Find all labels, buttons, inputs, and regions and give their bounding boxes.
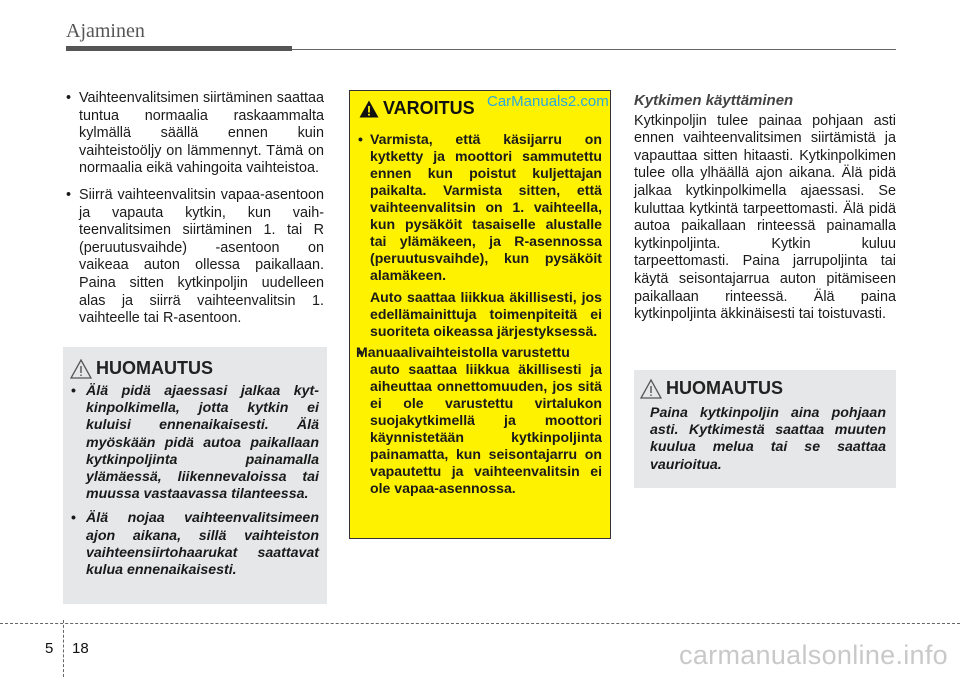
notice-heading (640, 378, 896, 399)
notice-heading (70, 358, 327, 379)
notice-title: HUOMAUTUS (96, 358, 213, 378)
notice-title: HUOMAUTUS (666, 378, 783, 398)
header-rule-accent (66, 46, 292, 51)
section-title: Ajaminen (66, 20, 145, 42)
warning-title: VAROITUS (383, 98, 475, 118)
body-paragraph: Kytkinpoljin tulee painaa pohjaan asti ennen vaihteenvalitsimen siirtämistä ja vapauttaa sitten hitaasti. Kytkinpolkimen tulee olla ylhäällä ajon aikana. Älä pidä jalkaa kytkinpolkimella ajaessasi. Se kuluttaa kytkintä tarpeettomasti. Älä pidä autoa paikallaan rinteessä painamalla kytkinpoljinta. Kytkin kuluu tarpeettomasti. Paina jarrupoljinta tai käytä seisontajarrua auton pitämiseen paikallaan rinteessä. Älä paina kytkinpoljinta äkkinäisesti tai toistuvasti. (634, 112, 896, 323)
notice-box (634, 370, 896, 488)
left-column (66, 90, 324, 337)
warning-item (356, 131, 602, 340)
footer-rule (0, 623, 960, 624)
warning-item-paragraph: Auto saattaa liikkua äkillisesti, jos edellämainittuja toimenpiteitä ei suoriteta oikeassa järjestyksessä. (370, 289, 602, 339)
warning-item-text: auto saattaa liikkua äkillisesti ja aiheuttaa onnettomuuden, jos sitä ei ole varustettu virtalukon suojakytkimellä ja moottori käynnistetään kytkinpoljinta painamatta, kun seisontajarru on vapautettu ja vaihteenvalitsin ei ole vapaa-asennossa. (370, 361, 602, 496)
site-watermark: carmanualsonline.info (679, 640, 948, 670)
warning-item (356, 344, 602, 497)
right-column (634, 92, 896, 324)
notice-item: • Älä nojaa vaihteenvalitsimeen ajon aikana, sillä vaihteiston vaihteensiirtohaarukat saattavat kulua ennenaikaisesti. (71, 510, 319, 579)
warning-item-lead: • Manuaalivaihteistolla varustettu (356, 344, 570, 360)
body-bullet: • Vaihteenvalitsimen siirtäminen saattaa tuntua normaalia raskaammalta kylmällä säällä ennen kuin vaihteistoöljy on lämmennyt. Tämä on normaalia eikä vahingoita vaihteistoa. (66, 90, 324, 178)
caution-icon (640, 379, 662, 399)
warning-item-text: Varmista, että käsijarru on kytketty ja moottori sammutettu ennen kun poistut kuljettajan paikalta. Varmista sitten, että vaihteenvalitsin on 1. vaihteella, kun pysäköit tasaiselle alustalle tai ylämäkeen, ja R-asennossa (peruutusvaihde), kun pysäköit alamäkeen. (370, 131, 602, 283)
warning-icon (359, 100, 379, 118)
chapter-number: 5 (45, 640, 54, 657)
watermark-text: CarManuals2.com (487, 93, 609, 110)
subheading: Kytkimen käyttäminen (634, 92, 794, 109)
body-bullet: • Siirrä vaihteenvalitsin vapaa-asentoon ja vapauta kytkin, kun vaihteenvalitsimen siirtäminen 1. tai R (peruutusvaihde) -asentoon on vaikeaa auton ollessa paikallaan. Paina sitten kytkinpoljin uudelleen alas ja siirrä vaihteenvalitsin 1. vaihteelle tai R-asentoon. (66, 187, 324, 328)
notice-text: Paina kytkinpoljin aina pohjaan asti. Kytkimestä saattaa muuten kuulua melua tai se saattaa vaurioitua. (650, 405, 886, 473)
caution-icon (70, 359, 92, 379)
page-number: 18 (72, 640, 89, 657)
notice-item: • Älä pidä ajaessasi jalkaa kytkinpolkimella, jotta kytkin ei kuluisi ennenaikaisesti. Älä myöskään pidä autoa paikallaan kytkinpoljinta painamalla ylämäessä, liikennevaloissa tai muussa vastaavassa tilanteessa. (71, 383, 319, 503)
footer-divider (63, 620, 65, 677)
warning-box (349, 90, 611, 539)
notice-box (63, 347, 327, 604)
